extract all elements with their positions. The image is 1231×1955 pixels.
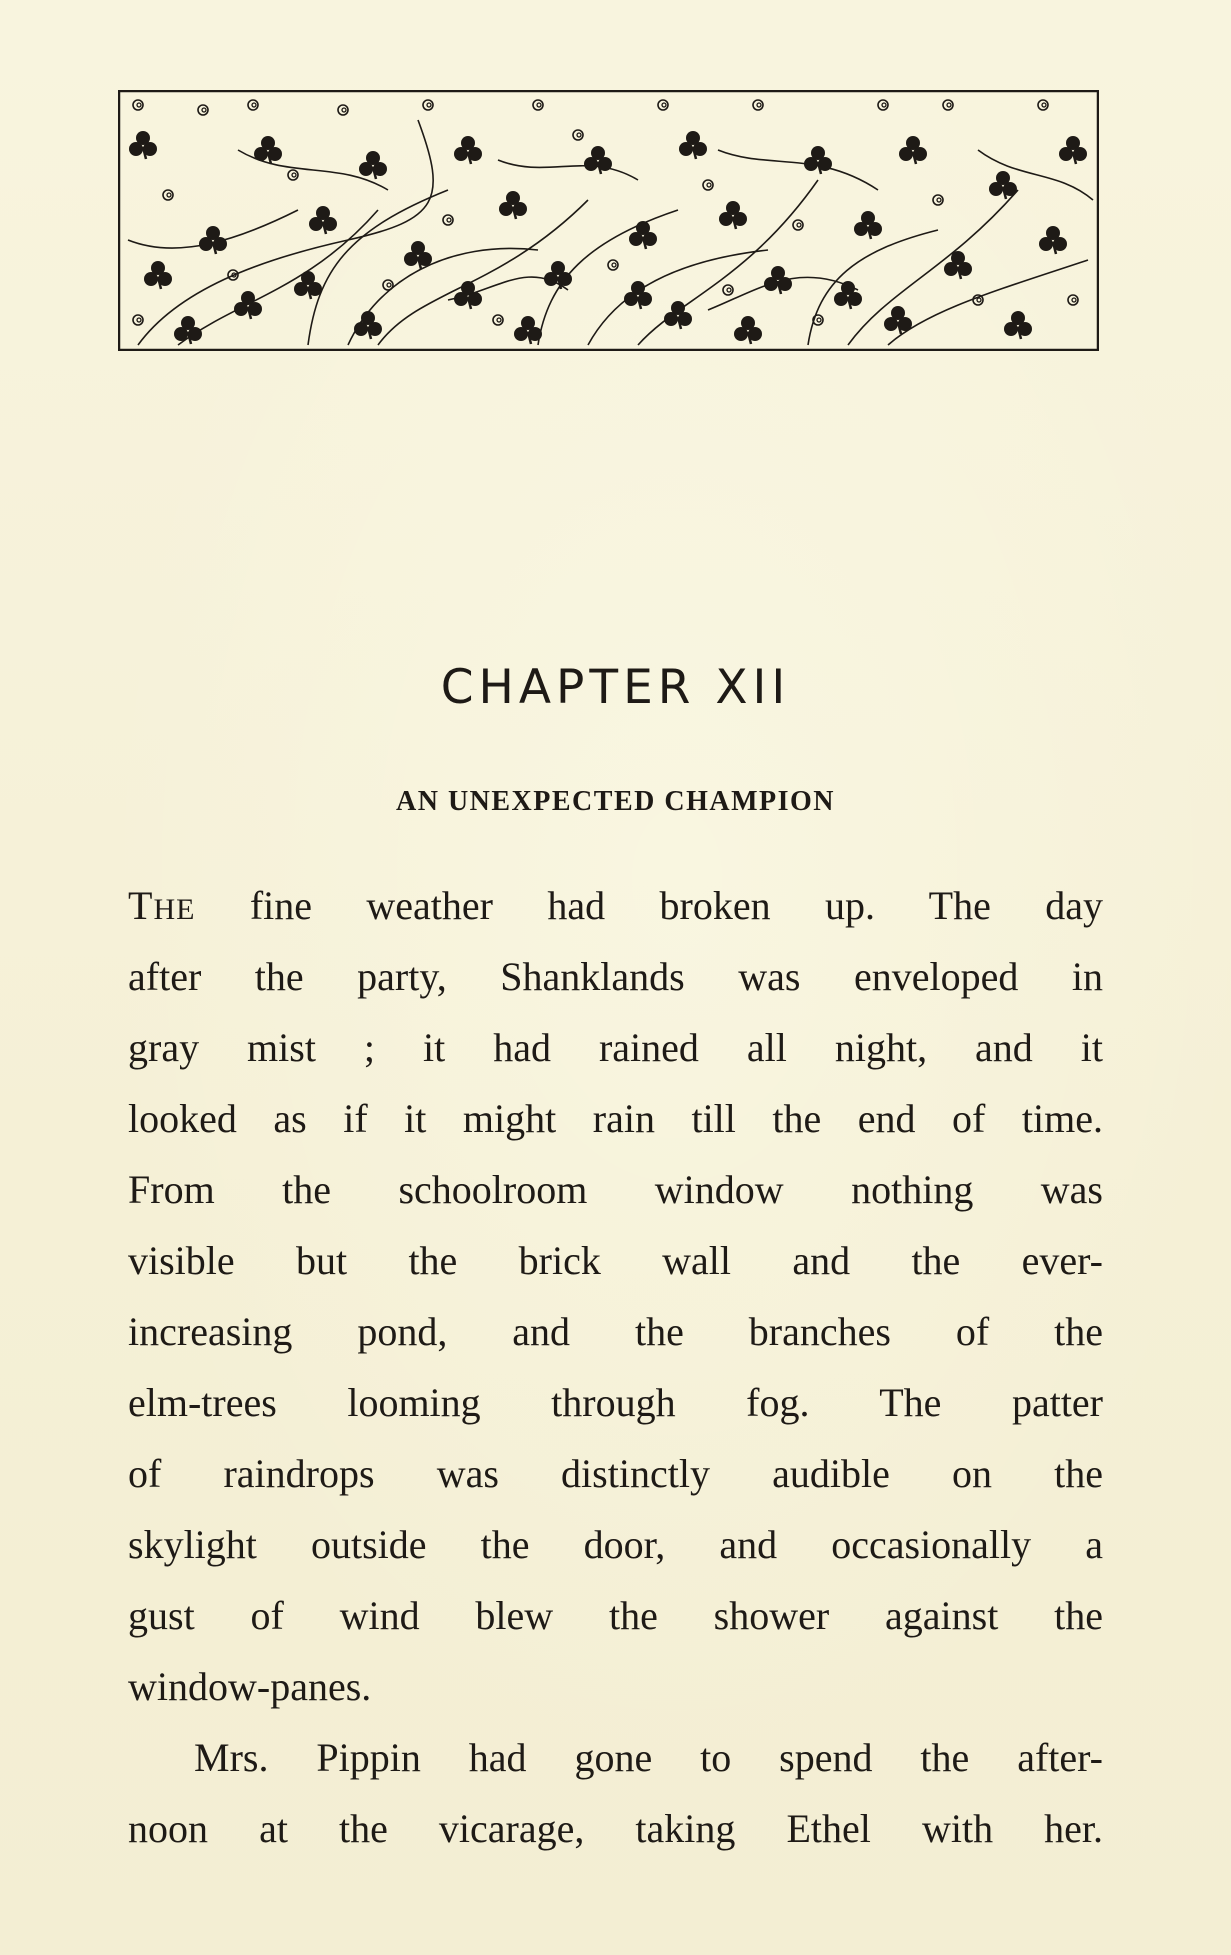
- text-line: [128, 870, 1103, 941]
- text-line: increasing pond, and the branches of the: [128, 1309, 1103, 1354]
- paragraph-1: [128, 870, 1103, 1722]
- text-line: gray mist ; it had rained all night, and it: [128, 1025, 1103, 1070]
- text-line: visible but the brick wall and the ever-: [128, 1238, 1103, 1283]
- drop-initial: T: [128, 883, 154, 928]
- text-line: gust of wind blew the shower against the: [128, 1593, 1103, 1638]
- chapter-number: CHAPTER XII: [440, 660, 791, 715]
- text-line: noon at the vicarage, taking Ethel with her.: [128, 1806, 1103, 1851]
- small-caps-lead: HE: [153, 893, 196, 926]
- text-line: looked as if it might rain till the end of time.: [128, 1096, 1103, 1141]
- text-line: window-panes.: [128, 1664, 372, 1709]
- text-line: after the party, Shanklands was enveloped in: [128, 954, 1103, 999]
- paragraph-2: [128, 1722, 1103, 1864]
- chapter-title: AN UNEXPECTED CHAMPION: [396, 786, 835, 817]
- text-line: From the schoolroom window nothing was: [128, 1167, 1103, 1212]
- text-line: Mrs. Pippin had gone to spend the after-: [194, 1735, 1103, 1780]
- chapter-body: [128, 870, 1103, 1864]
- text-line: of raindrops was distinctly audible on the: [128, 1451, 1103, 1496]
- text-line: skylight outside the door, and occasionally a: [128, 1522, 1103, 1567]
- text-line: elm-trees looming through fog. The patter: [128, 1380, 1103, 1425]
- line-text: fine weather had broken up. The day: [195, 883, 1103, 928]
- clover-vine-border-icon: [118, 90, 1099, 351]
